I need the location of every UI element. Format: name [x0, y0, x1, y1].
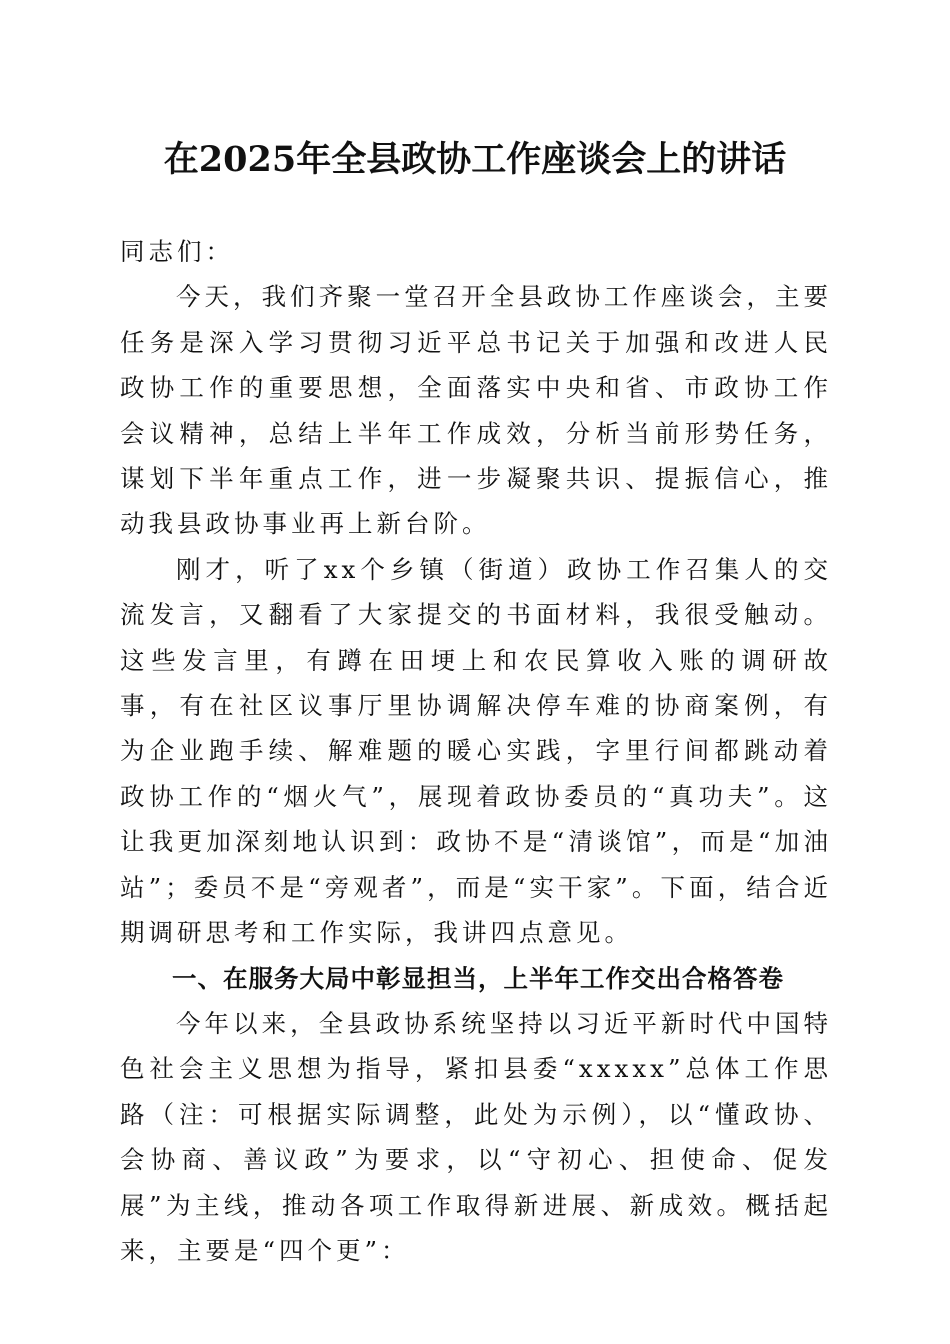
paragraph-reflection: 刚才，听了xx个乡镇（街道）政协工作召集人的交流发言，又翻看了大家提交的书面材料，我很受触动。这些发言里，有蹲在田埂上和农民算收入账的调研故事，有在社区议事厅里协调解决停车难的协商案例，有为企业跑手续、解难题的暖心实践，字里行间都跳动着政协工作的“烟火气”，展现着政协委员的“真功夫”。这让我更加深刻地认识到：政协不是“清谈馆”，而是“加油站”；委员不是“旁观者”，而是“实干家”。下面，结合近期调研思考和工作实际，我讲四点意见。 [120, 554, 832, 948]
document-body [120, 229, 832, 1273]
paragraph-opening: 今天，我们齐聚一堂召开全县政协工作座谈会，主要任务是深入学习贯彻习近平总书记关于加强和改进人民政协工作的重要思想，全面落实中央和省、市政协工作会议精神，总结上半年工作成效，分析当前形势任务，谋划下半年重点工作，进一步凝聚共识、提振信心，推动我县政协事业再上新台阶。 [120, 282, 832, 539]
section-heading: 一、在服务大局中彰显担当，上半年工作交出合格答卷 [172, 963, 784, 993]
document-title: 在2025年全县政协工作座谈会上的讲话 [163, 139, 787, 180]
section-paragraph: 今年以来，全县政协系统坚持以习近平新时代中国特色社会主义思想为指导，紧扣县委“xxxxx”总体工作思路（注：可根据实际调整，此处为示例），以“懂政协、会协商、善议政”为要求，以“守初心、担使命、促发展”为主线，推动各项工作取得新进展、新成效。概括起来，主要是“四个更”： [120, 1008, 832, 1265]
salutation: 同志们： [120, 237, 234, 266]
